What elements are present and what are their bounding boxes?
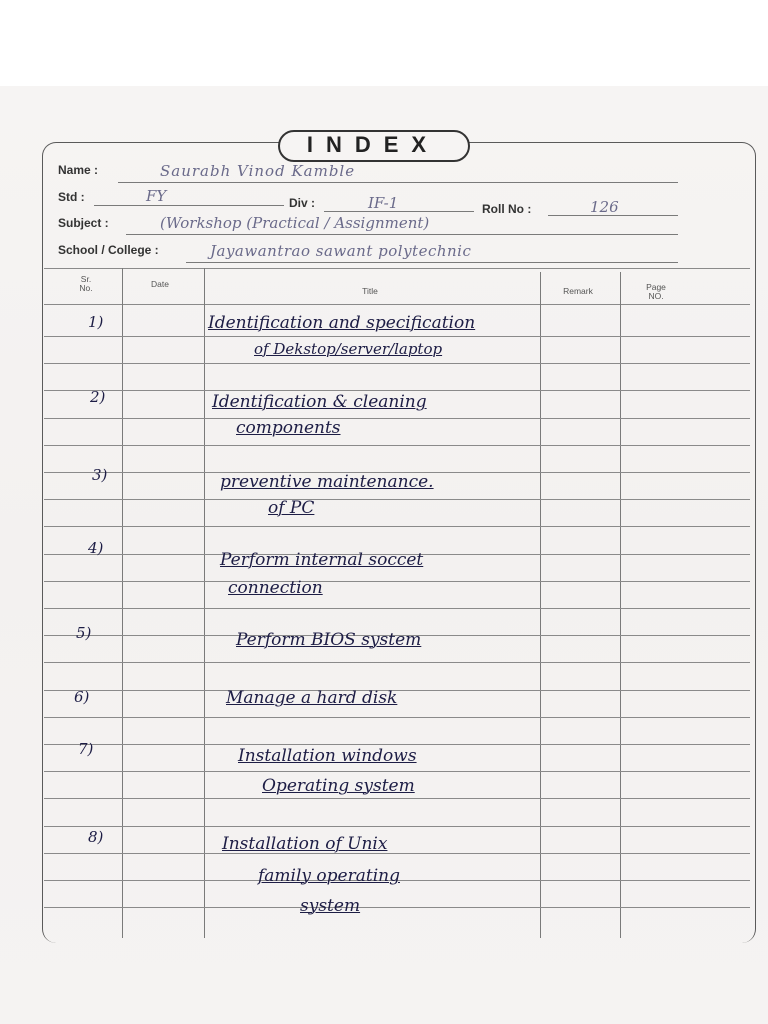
ruled-line	[44, 608, 750, 609]
entry-4-sr: 4)	[88, 539, 104, 557]
col-sr-line2: No.	[79, 283, 93, 293]
entry-1-line-1: Identification and specification	[208, 313, 476, 333]
ruled-line	[44, 744, 750, 745]
std-label: Std :	[58, 190, 85, 204]
std-line	[94, 205, 284, 206]
col-title: Title	[362, 286, 378, 296]
col-divider-sr	[122, 268, 123, 938]
ruled-line	[44, 771, 750, 772]
entry-3-sr: 3)	[92, 466, 108, 484]
col-page-line1: Page	[646, 282, 666, 292]
roll-value: 126	[590, 198, 619, 216]
div-label: Div :	[289, 196, 316, 210]
ruled-line	[44, 826, 750, 827]
ruled-line	[44, 717, 750, 718]
name-value: Saurabh Vinod Kamble	[160, 162, 356, 180]
ruled-line	[44, 499, 750, 500]
ruled-line	[44, 526, 750, 527]
school-label: School / College :	[58, 243, 159, 257]
entry-3-line-1: preventive maintenance.	[220, 472, 434, 492]
school-line	[186, 262, 678, 263]
subject-value: (Workshop (Practical / Assignment)	[160, 214, 430, 232]
col-page	[636, 283, 676, 301]
entry-6-sr: 6)	[74, 688, 90, 706]
entry-8-line-2: family operating	[258, 866, 400, 886]
ruled-line	[44, 907, 750, 908]
entry-8-line-1: Installation of Unix	[222, 834, 388, 854]
entry-4-line-2: connection	[228, 578, 323, 598]
school-value: Jayawantrao sawant polytechnic	[210, 242, 472, 260]
index-title: INDEX	[306, 132, 440, 157]
entry-7-line-2: Operating system	[262, 776, 415, 796]
ruled-line	[44, 662, 750, 663]
col-divider-date	[204, 268, 205, 938]
entry-7-sr: 7)	[78, 740, 94, 758]
col-date: Date	[151, 279, 169, 289]
table-top-rule	[44, 268, 750, 269]
entry-6-line-1: Manage a hard disk	[226, 688, 398, 708]
index-header	[270, 124, 476, 164]
entry-2-line-2: components	[236, 418, 341, 438]
entry-5-sr: 5)	[76, 624, 92, 642]
std-value: FY	[146, 187, 167, 205]
name-line	[118, 182, 678, 183]
col-divider-remark	[620, 272, 621, 938]
ruled-line	[44, 853, 750, 854]
table-header-rule	[44, 304, 750, 305]
ruled-line	[44, 336, 750, 337]
div-value: IF-1	[368, 194, 399, 212]
subject-line	[126, 234, 678, 235]
ruled-line	[44, 445, 750, 446]
div-line	[324, 211, 474, 212]
ruled-line	[44, 363, 750, 364]
entry-5-line-1: Perform BIOS system	[236, 630, 422, 650]
col-page-line2: NO.	[648, 291, 664, 301]
subject-label: Subject :	[58, 216, 109, 230]
name-label: Name :	[58, 163, 99, 177]
ruled-line	[44, 418, 750, 419]
ruled-line	[44, 581, 750, 582]
ruled-line	[44, 798, 750, 799]
col-sr	[66, 275, 106, 293]
entry-4-line-1: Perform internal soccet	[220, 550, 424, 570]
entry-1-line-2: of Dekstop/server/laptop	[254, 340, 443, 358]
col-remark: Remark	[563, 286, 593, 296]
roll-label: Roll No :	[482, 202, 532, 216]
col-divider-title	[540, 272, 541, 938]
entry-2-line-1: Identification & cleaning	[212, 392, 427, 412]
entry-8-line-3: system	[300, 896, 361, 916]
entry-3-line-2: of PC	[268, 498, 315, 518]
entry-1-sr: 1)	[88, 313, 104, 331]
entry-8-sr: 8)	[88, 828, 104, 846]
entry-2-sr: 2)	[90, 388, 106, 406]
entry-7-line-1: Installation windows	[238, 746, 417, 766]
col-sr-line1: Sr.	[80, 274, 92, 284]
